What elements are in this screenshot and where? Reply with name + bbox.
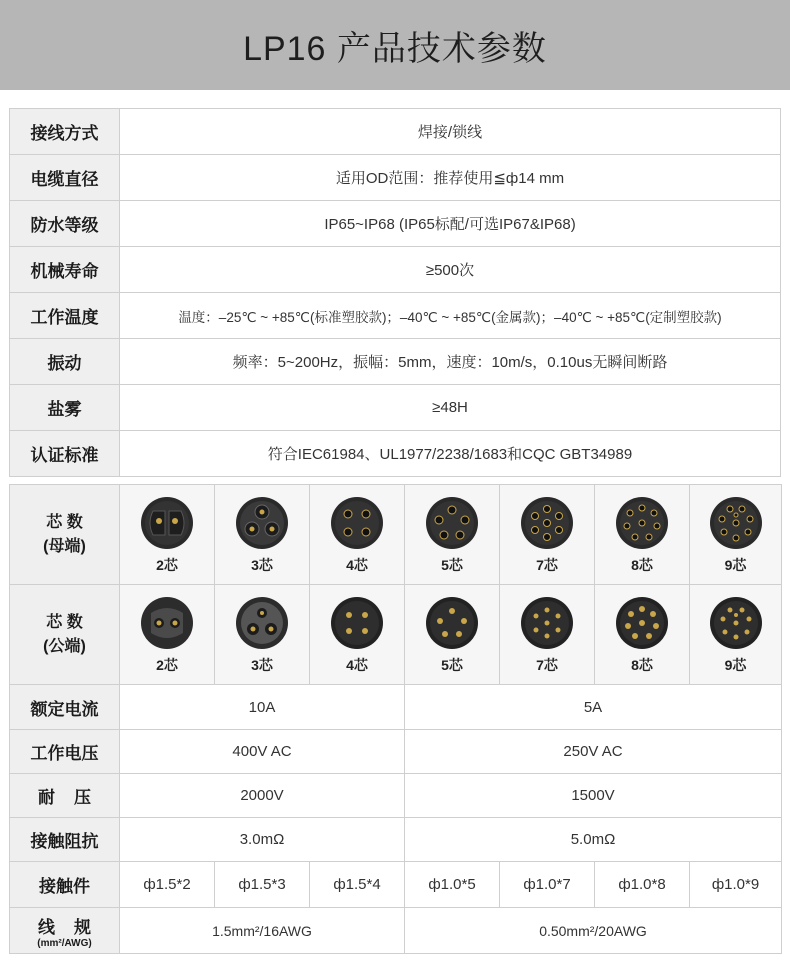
wire-gauge-a: 1.5mm²/16AWG <box>120 908 405 954</box>
male-5-core <box>405 585 500 685</box>
wire-gauge-title: 线 规 <box>38 917 91 937</box>
table-row <box>10 862 782 908</box>
spec-label: 盐雾 <box>10 385 120 431</box>
female-core-label-line1: 芯 数 <box>46 513 83 531</box>
table-row <box>10 730 782 774</box>
withstand-b: 1500V <box>405 774 782 818</box>
core-count-label: 7芯 <box>536 656 558 673</box>
contact-value: ф1.5*4 <box>310 862 405 908</box>
table-row <box>10 385 781 431</box>
female-8-core <box>595 485 690 585</box>
core-count-label: 2芯 <box>156 656 178 673</box>
connector-icon <box>139 495 195 551</box>
connector-icon <box>708 495 764 551</box>
core-count-label: 4芯 <box>346 556 368 573</box>
working-voltage-a: 400V AC <box>120 730 405 774</box>
contact-value: ф1.0*9 <box>690 862 782 908</box>
spec-table <box>9 108 781 477</box>
contact-value: ф1.0*5 <box>405 862 500 908</box>
core-count-label: 7芯 <box>536 556 558 573</box>
male-core-label <box>10 585 120 685</box>
spec-label: 振动 <box>10 339 120 385</box>
table-row <box>10 774 782 818</box>
contact-value: ф1.0*7 <box>500 862 595 908</box>
core-count-label: 8芯 <box>631 556 653 573</box>
female-5-core <box>405 485 500 585</box>
spec-label: 工作温度 <box>10 293 120 339</box>
wire-gauge-b: 0.50mm²/20AWG <box>405 908 782 954</box>
contact-value: ф1.5*2 <box>120 862 215 908</box>
table-row <box>10 431 781 477</box>
connector-icon <box>614 595 670 651</box>
wire-gauge-unit: (mm²/AWG) <box>37 937 92 949</box>
table-row <box>10 908 782 954</box>
spec-label: 接线方式 <box>10 109 120 155</box>
connector-icon <box>234 595 290 651</box>
contact-value: ф1.5*3 <box>215 862 310 908</box>
female-7-core <box>500 485 595 585</box>
connector-icon <box>329 495 385 551</box>
female-core-label-line2: (母端) <box>43 537 86 555</box>
rated-current-b: 5A <box>405 685 782 730</box>
connector-icon <box>424 495 480 551</box>
contact-resistance-b: 5.0mΩ <box>405 818 782 862</box>
male-8-core <box>595 585 690 685</box>
contact-value: ф1.0*8 <box>595 862 690 908</box>
spec-value: 符合IEC61984、UL1977/2238/1683和CQC GBT34989 <box>120 431 781 477</box>
female-4-core <box>310 485 405 585</box>
connector-icon <box>614 495 670 551</box>
core-count-label: 2芯 <box>156 556 178 573</box>
withstand-label: 耐 压 <box>10 774 120 818</box>
spec-value: IP65~IP68 (IP65标配/可选IP67&IP68) <box>120 201 781 247</box>
core-count-label: 5芯 <box>441 656 463 673</box>
spec-label: 机械寿命 <box>10 247 120 293</box>
male-4-core <box>310 585 405 685</box>
male-core-label-line1: 芯 数 <box>46 613 83 631</box>
female-9-core <box>690 485 782 585</box>
table-row <box>10 155 781 201</box>
table-row <box>10 685 782 730</box>
title-banner <box>0 0 790 90</box>
connector-icon <box>329 595 385 651</box>
male-3-core <box>215 585 310 685</box>
spec-value: 焊接/锁线 <box>120 109 781 155</box>
male-core-row <box>10 585 782 685</box>
female-2-core <box>120 485 215 585</box>
male-9-core <box>690 585 782 685</box>
wire-gauge-label <box>10 908 120 954</box>
female-3-core <box>215 485 310 585</box>
withstand-a: 2000V <box>120 774 405 818</box>
contacts-label: 接触件 <box>10 862 120 908</box>
page-title: LP16 产品技术参数 <box>243 29 547 68</box>
female-core-label <box>10 485 120 585</box>
spec-value: ≥500次 <box>120 247 781 293</box>
contact-resistance-label: 接触阻抗 <box>10 818 120 862</box>
core-count-label: 4芯 <box>346 656 368 673</box>
spec-value: 频率：5~200Hz，振幅：5mm，速度：10m/s，0.10us无瞬间断路 <box>120 339 781 385</box>
core-count-label: 3芯 <box>251 556 273 573</box>
male-2-core <box>120 585 215 685</box>
connector-icon <box>708 595 764 651</box>
spec-value: 温度：–25℃ ~ +85℃(标准塑胶款)；–40℃ ~ +85℃(金属款)；–40℃ ~ +85℃(定制塑胶款) <box>120 293 781 339</box>
core-count-label: 8芯 <box>631 656 653 673</box>
contact-resistance-a: 3.0mΩ <box>120 818 405 862</box>
male-7-core <box>500 585 595 685</box>
core-count-label: 9芯 <box>724 656 747 673</box>
spec-label: 防水等级 <box>10 201 120 247</box>
core-count-label: 5芯 <box>441 556 463 573</box>
spec-label: 电缆直径 <box>10 155 120 201</box>
spec-label: 认证标准 <box>10 431 120 477</box>
male-core-label-line2: (公端) <box>43 637 86 655</box>
table-row <box>10 109 781 155</box>
table-row <box>10 339 781 385</box>
connector-icon <box>519 495 575 551</box>
working-voltage-b: 250V AC <box>405 730 782 774</box>
core-table <box>9 484 782 954</box>
working-voltage-label: 工作电压 <box>10 730 120 774</box>
table-row <box>10 818 782 862</box>
female-core-row <box>10 485 782 585</box>
connector-icon <box>139 595 195 651</box>
core-count-label: 3芯 <box>251 656 273 673</box>
connector-icon <box>519 595 575 651</box>
table-row <box>10 293 781 339</box>
connector-icon <box>424 595 480 651</box>
spec-value: ≥48H <box>120 385 781 431</box>
table-row <box>10 201 781 247</box>
connector-icon <box>234 495 290 551</box>
rated-current-label: 额定电流 <box>10 685 120 730</box>
spec-value: 适用OD范围：推荐使用≦ф14 mm <box>120 155 781 201</box>
table-row <box>10 247 781 293</box>
core-count-label: 9芯 <box>724 556 747 573</box>
rated-current-a: 10A <box>120 685 405 730</box>
